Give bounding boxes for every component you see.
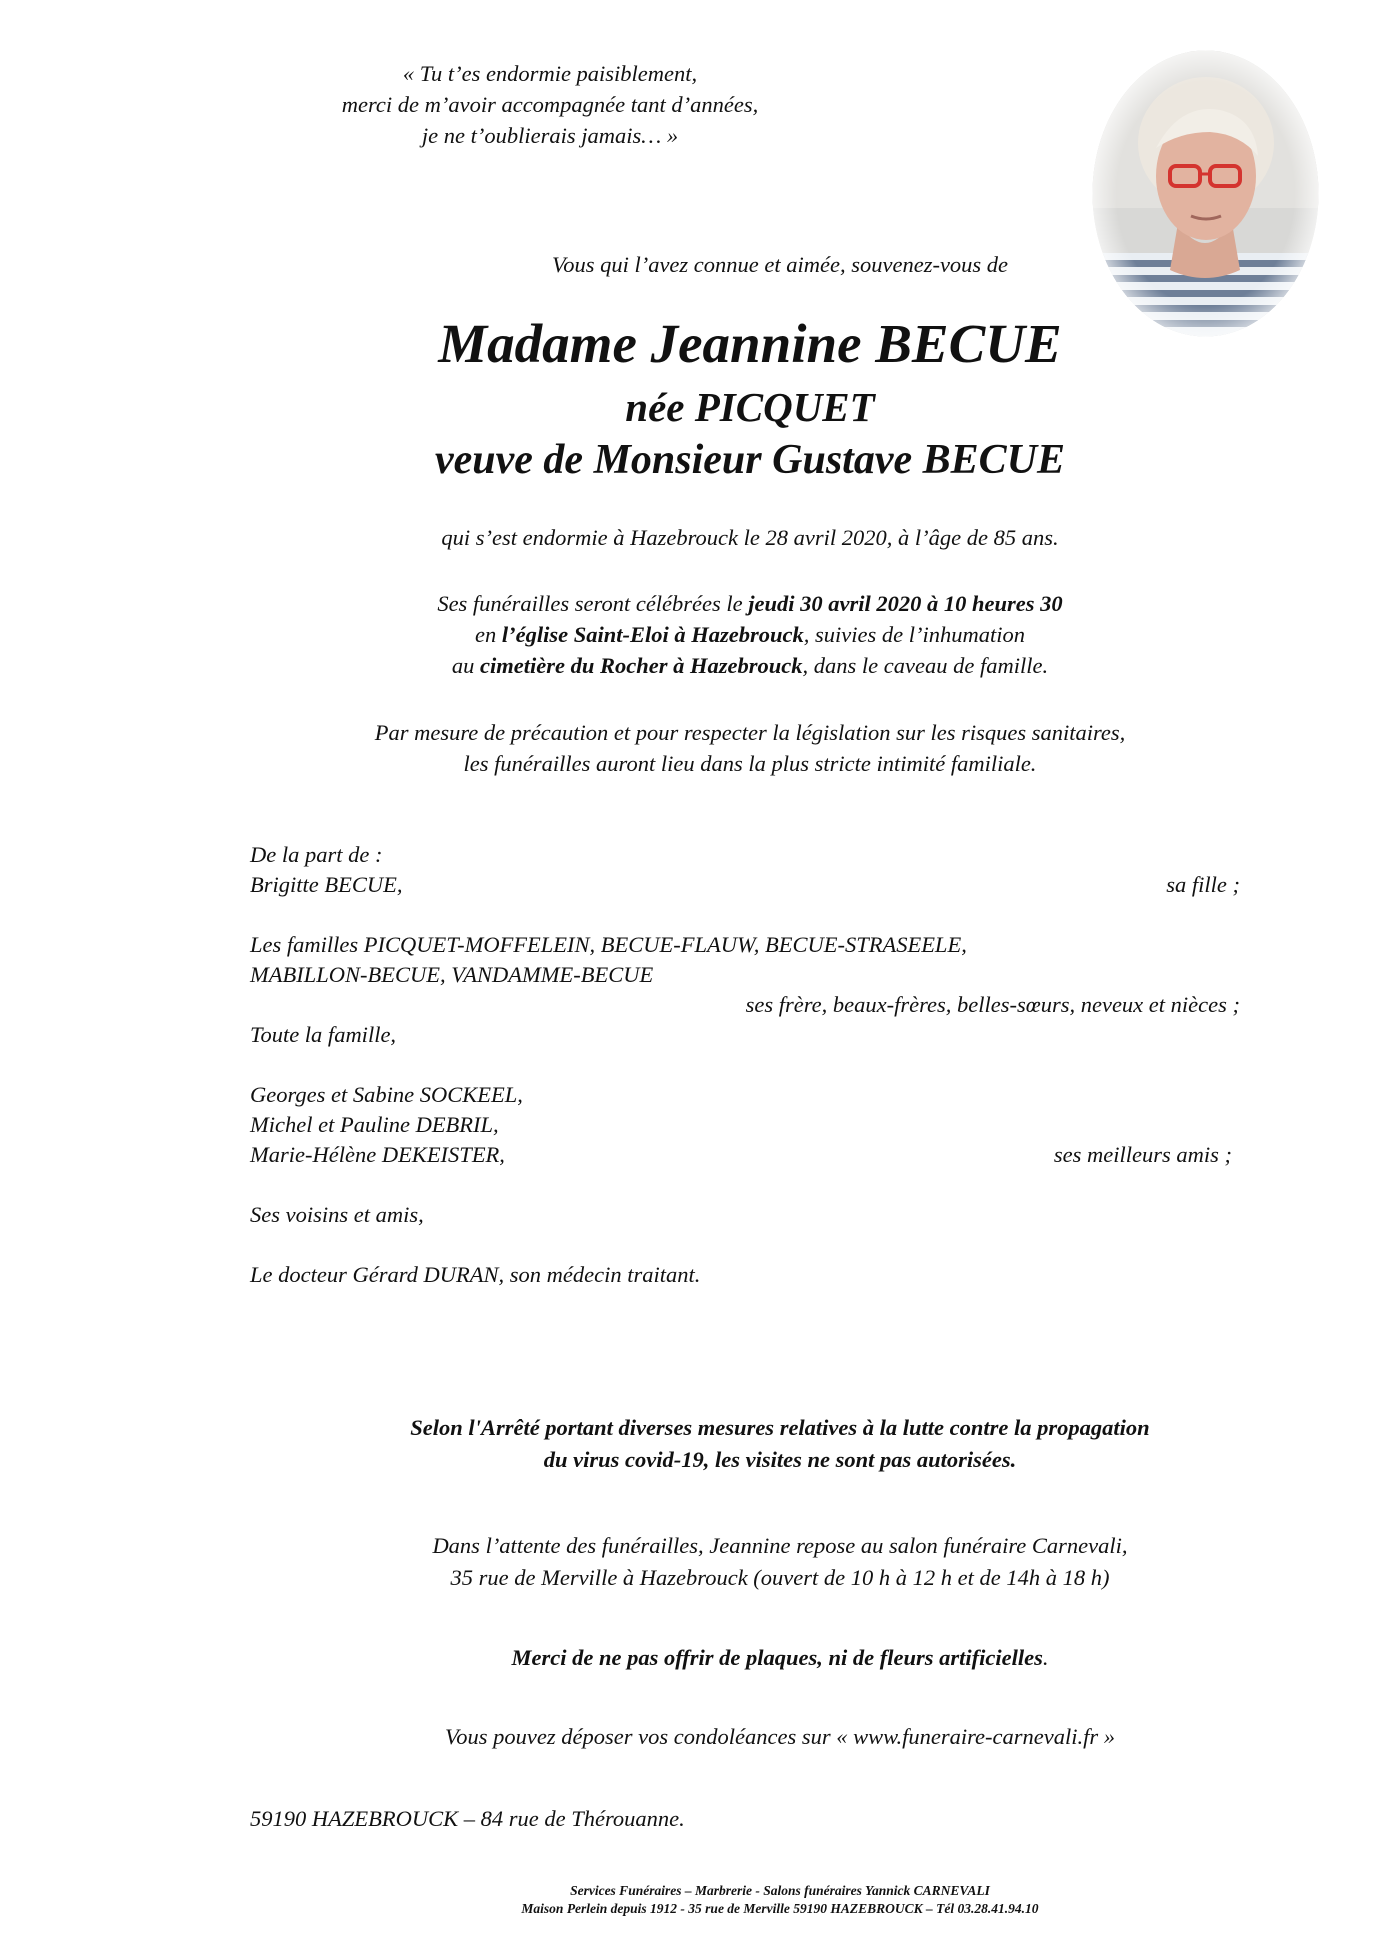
- precaution-line-1: Par mesure de précaution et pour respecter la législation sur les risques sanitaires,: [374, 720, 1126, 745]
- de-la-part: De la part de :: [250, 842, 383, 867]
- daughter-name: Brigitte BECUE,: [250, 872, 403, 897]
- daughter-relation: sa fille ;: [1166, 872, 1240, 897]
- families-relation-row: [250, 990, 1240, 1020]
- funeral-line-2: [300, 619, 1200, 650]
- portrait-photo: [1090, 48, 1321, 339]
- daughter-row: [250, 870, 1240, 900]
- salon-notice: [300, 1530, 1260, 1594]
- families-line-2: MABILLON-BECUE, VANDAMME-BECUE: [250, 962, 654, 987]
- funeral-cemetery: cimetière du Rocher à Hazebrouck: [480, 653, 803, 678]
- spacer: [250, 1170, 1240, 1200]
- families-line-1: Les familles PICQUET-MOFFELEIN, BECUE-FLAUW, BECUE-STRASEELE,: [250, 932, 967, 957]
- funeral-line-2-post: , suivies de l’inhumation: [803, 622, 1025, 647]
- quote-line-3: je ne t’oublierais jamais… »: [421, 123, 679, 148]
- footer: [300, 1882, 1260, 1918]
- friends-relation: ses meilleurs amis ;: [1053, 1142, 1232, 1167]
- footer-line-2: Maison Perlein depuis 1912 - 35 rue de Merville 59190 HAZEBROUCK – Tél 03.28.41.94.10: [521, 1901, 1039, 1916]
- maiden-name: née PICQUET: [625, 384, 875, 430]
- intro-line: Vous qui l’avez connue et aimée, souvenez-vous de: [551, 252, 1009, 277]
- spacer: [250, 1230, 1240, 1260]
- footer-line-1: Services Funéraires – Marbrerie - Salons funéraires Yannick CARNEVALI: [570, 1883, 990, 1898]
- funeral-church: l’église Saint-Eloi à Hazebrouck: [501, 622, 804, 647]
- portrait-photo-icon: [1090, 48, 1321, 339]
- friend-3: Marie-Hélène DEKEISTER,: [250, 1142, 505, 1167]
- funeral-line-3: [300, 650, 1200, 681]
- deceased-name: Madame Jeannine BECUE: [438, 313, 1062, 374]
- funeral-line-3-pre: au: [451, 653, 481, 678]
- family-list: [250, 840, 1240, 1290]
- quote-line-2: merci de m’avoir accompagnée tant d’années,: [341, 92, 759, 117]
- families-relation: ses frère, beaux-frères, belles-sœurs, neveux et nièces ;: [745, 992, 1240, 1017]
- friend-1: Georges et Sabine SOCKEEL,: [250, 1082, 523, 1107]
- funeral-line-2-pre: en: [475, 622, 502, 647]
- spacer: [250, 900, 1240, 930]
- salon-line-1: Dans l’attente des funérailles, Jeannine repose au salon funéraire Carnevali,: [432, 1533, 1128, 1558]
- condolences-line: Vous pouvez déposer vos condoléances sur « www.funeraire-carnevali.fr »: [445, 1724, 1115, 1749]
- plaques-notice: [300, 1645, 1260, 1671]
- funeral-date: jeudi 30 avril 2020 à 10 heures 30: [748, 591, 1063, 616]
- friends-row: [250, 1140, 1240, 1170]
- docteur: Le docteur Gérard DURAN, son médecin traitant.: [250, 1262, 701, 1287]
- covid-line-1: Selon l'Arrêté portant diverses mesures relatives à la lutte contre la propagation: [410, 1415, 1150, 1440]
- salon-line-2: 35 rue de Merville à Hazebrouck (ouvert de 10 h à 12 h et de 14h à 18 h): [450, 1565, 1110, 1590]
- precaution-line-2: les funérailles auront lieu dans la plus stricte intimité familiale.: [463, 751, 1037, 776]
- widow-of: veuve de Monsieur Gustave BECUE: [435, 437, 1065, 483]
- opening-quote: [250, 58, 850, 151]
- death-notice: qui s’est endormie à Hazebrouck le 28 avril 2020, à l’âge de 85 ans.: [441, 525, 1059, 550]
- friend-2: Michel et Pauline DEBRIL,: [250, 1112, 499, 1137]
- quote-line-1: « Tu t’es endormie paisiblement,: [402, 61, 698, 86]
- covid-notice: [300, 1412, 1260, 1476]
- funeral-details: [300, 588, 1200, 681]
- funeral-line-1: [300, 588, 1200, 619]
- plaques-dot: .: [1042, 1645, 1049, 1670]
- toute-la-famille: Toute la famille,: [250, 1022, 397, 1047]
- plaques-text: Merci de ne pas offrir de plaques, ni de fleurs artificielles: [511, 1645, 1043, 1670]
- spacer: [250, 1050, 1240, 1080]
- precaution-notice: [250, 717, 1250, 779]
- covid-line-2: du virus covid-19, les visites ne sont pas autorisées.: [543, 1447, 1017, 1472]
- funeral-line-3-post: , dans le caveau de famille.: [802, 653, 1049, 678]
- home-address: 59190 HAZEBROUCK – 84 rue de Thérouanne.: [250, 1806, 685, 1831]
- voisins: Ses voisins et amis,: [250, 1202, 424, 1227]
- funeral-line-1-text: Ses funérailles seront célébrées le: [437, 591, 749, 616]
